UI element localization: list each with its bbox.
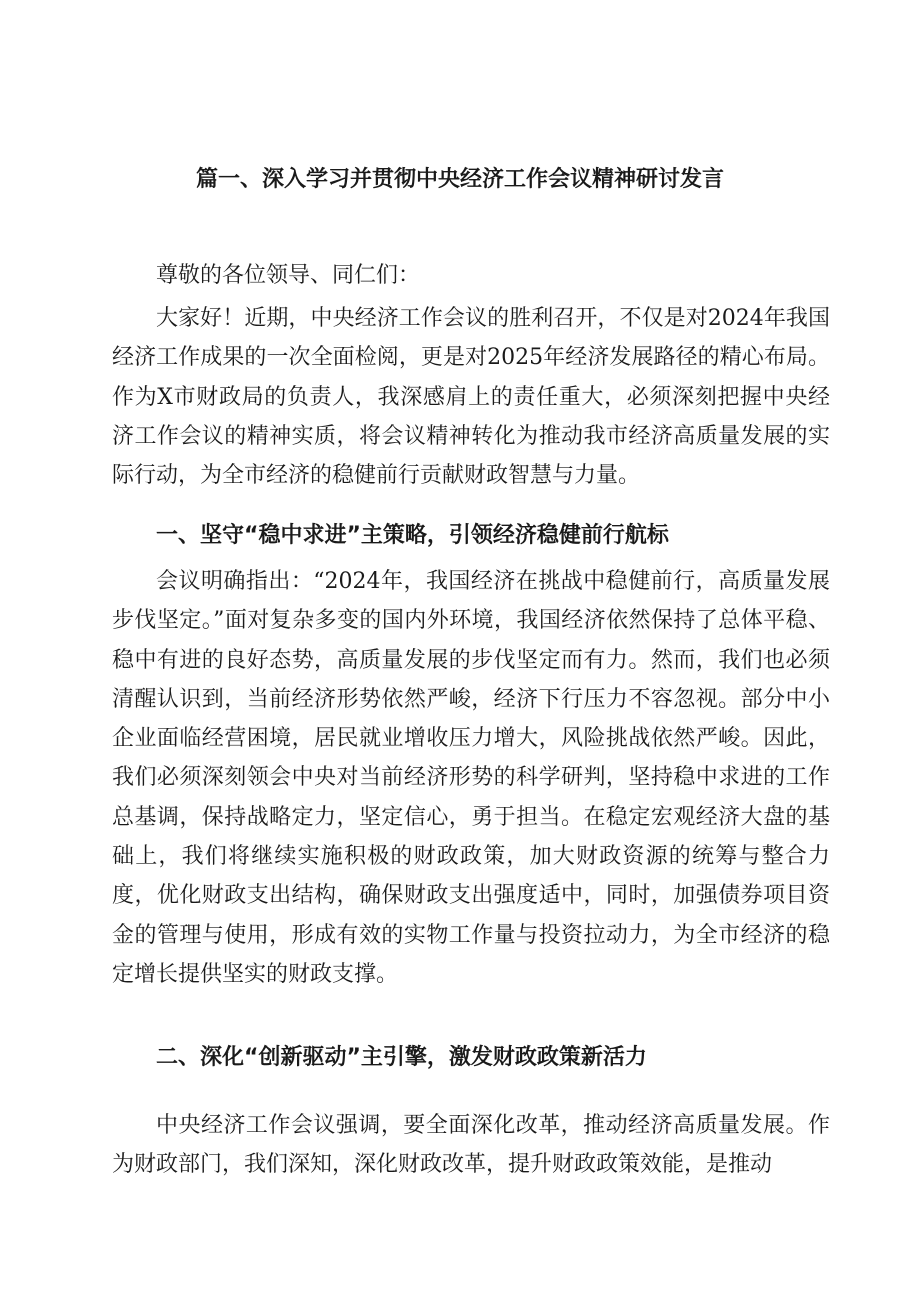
- section-2-heading: 二、深化“创新驱动”主引擎，激发财政政策新活力: [156, 1045, 647, 1070]
- intro-paragraph: 大家好！近期，中央经济工作会议的胜利召开，不仅是对2024年我国经济工作成果的一次全面检阅，更是对2025年经济发展路径的精心布局。作为X市财政局的负责人，我深感肩上的责任重大，必须深刻把握中央经济工作会议的精神实质，将会议精神转化为推动我市经济高质量发展的实际行动，为全市经济的稳健前行贡献财政智慧与力量。: [112, 306, 830, 489]
- salutation: 尊敬的各位领导、同仁们：: [156, 263, 421, 288]
- section-1-paragraph: 会议明确指出：“2024年，我国经济在挑战中稳健前行，高质量发展步伐坚定。”面对复杂多变的国内外环境，我国经济依然保持了总体平稳、稳中有进的良好态势，高质量发展的步伐坚定而有力。然而，我们也必须清醒认识到，当前经济形势依然严峻，经济下行压力不容忽视。部分中小企业面临经营困境，居民就业增收压力增大，风险挑战依然严峻。因此，我们必须深刻领会中央对当前经济形势的科学研判，坚持稳中求进的工作总基调，保持战略定力，坚定信心，勇于担当。在稳定宏观经济大盘的基础上，我们将继续实施积极的财政政策，加大财政资源的统筹与整合力度，优化财政支出结构，确保财政支出强度适中，同时，加强债券项目资金的管理与使用，形成有效的实物工作量与投资拉动力，为全市经济的稳定增长提供坚实的财政支撑。: [112, 569, 830, 987]
- document-title: 篇一、深入学习并贯彻中央经济工作会议精神研讨发言: [195, 167, 724, 192]
- section-2-paragraph: 中央经济工作会议强调，要全面深化改革，推动经济高质量发展。作为财政部门，我们深知，深化财政改革，提升财政政策效能，是推动: [112, 1113, 830, 1178]
- section-1-heading: 一、坚守“稳中求进”主策略，引领经济稳健前行航标: [156, 523, 669, 548]
